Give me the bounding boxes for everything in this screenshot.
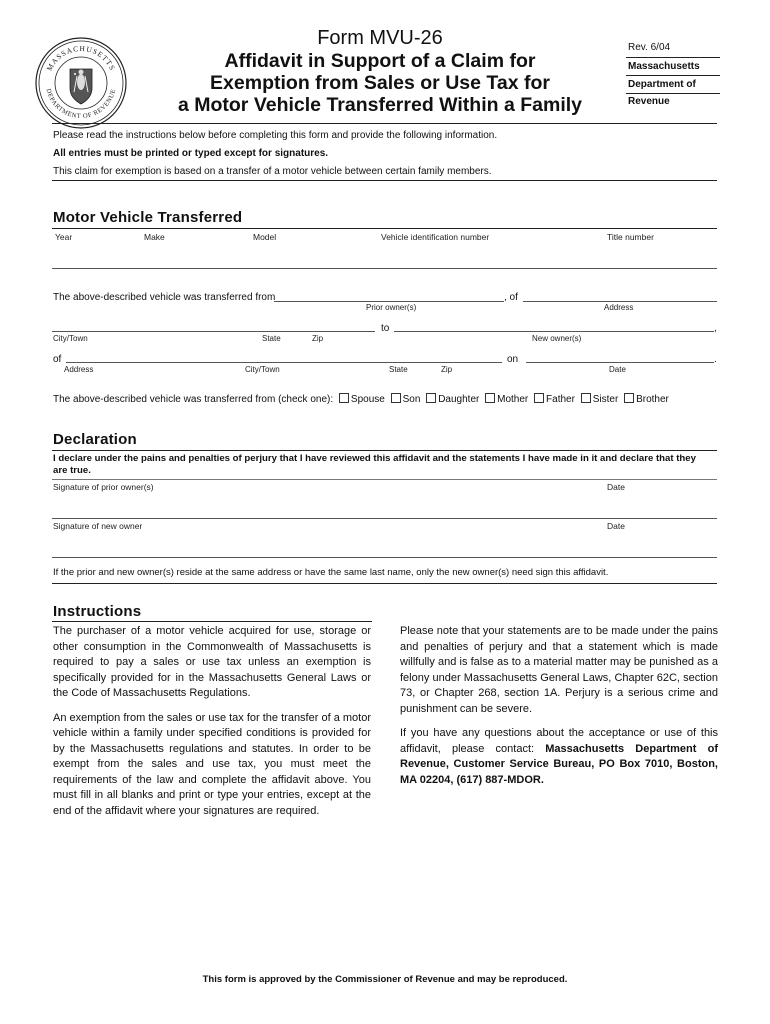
footer-approval: This form is approved by the Commissioner of Revenue and may be reproduced. <box>202 974 568 985</box>
relationship-row <box>53 393 669 405</box>
prior-owner-field[interactable] <box>274 301 504 302</box>
date-label: Date <box>609 365 626 374</box>
transferred-from-text: The above-described vehicle was transferred from <box>53 292 276 303</box>
title-line-3: a Motor Vehicle Transferred Within a Family <box>177 94 582 116</box>
instructions-right-column <box>400 624 718 788</box>
prior-city-field[interactable] <box>52 331 375 332</box>
dept-line-2: Department of <box>628 79 696 90</box>
instructions-left-p2: An exemption from the sales or use tax for the transfer of a motor vehicle within a family under specified conditions is provided for by the Massachusetts regulations and statutes. In order to be exempt from the sales and use tax, you must meet the requirements of the law and complete the affidavit above. You must fill in all blanks and print or type your entries, except at the end of the affidavit where your signatures are required. <box>53 711 371 817</box>
signature-note: If the prior and new owner(s) reside at the same address or have the same last name, only the new owner(s) need sign this affidavit. <box>53 567 609 578</box>
vehicle-details-field[interactable] <box>52 268 717 269</box>
son-checkbox[interactable] <box>391 393 401 403</box>
intro-line-2: All entries must be printed or typed except for signatures. <box>53 148 329 159</box>
year-label: Year <box>55 232 73 242</box>
state-label: State <box>262 334 281 343</box>
title-line-1: Affidavit in Support of a Claim for <box>224 50 536 72</box>
sister-checkbox[interactable] <box>581 393 591 403</box>
of-text: , of <box>504 292 518 303</box>
intro-line-1: Please read the instructions below before completing this form and provide the following information. <box>53 130 498 141</box>
relation-daughter[interactable]: Daughter <box>423 394 479 405</box>
title-line-2: Exemption from Sales or Use Tax for <box>210 72 550 94</box>
prior-owners-label: Prior owner(s) <box>366 303 417 312</box>
date2-label: Date <box>607 521 625 531</box>
relation-mother[interactable]: Mother <box>482 394 528 405</box>
form-title <box>130 50 630 116</box>
comma-text: , <box>714 323 717 334</box>
city-town2-label: City/Town <box>245 365 280 374</box>
daughter-checkbox[interactable] <box>426 393 436 403</box>
sig-new-label: Signature of new owner <box>53 521 143 531</box>
new-owners-label: New owner(s) <box>532 334 582 343</box>
instructions-right-p1: Please note that your statements are to be made under the pains and penalties of perjury and that a statement which is made willfully and is false as to a material matter may be punished as a felony under Massachusetts General Laws, Chapter 62C, section 73, or Chapter 268, section 1A. Perjury is a serious crime and punishment can be severe. <box>400 625 718 715</box>
city-town-label: City/Town <box>53 334 88 343</box>
new-owner-address-field[interactable] <box>66 362 502 363</box>
dept-line-1: Massachusetts <box>628 61 700 72</box>
form-id: Form MVU-26 <box>317 27 443 49</box>
state2-label: State <box>389 365 408 374</box>
contact-info: Massachusetts Department of Revenue, Customer Service Bureau, PO Box 7010, Boston, MA 02204, (617) 887-MDOR. <box>400 742 718 786</box>
instructions-left-p1: The purchaser of a motor vehicle acquired for use, storage or other consumption in the Commonwealth of Massachusetts is required to pay a sales or use tax unless an exemption is specifically provided for in the Massachusetts General Laws or the Code of Massachusetts Regulations. <box>53 625 371 699</box>
check-one-text: The above-described vehicle was transferred from (check one): <box>53 394 334 405</box>
on-text: on <box>507 354 519 365</box>
seal-text-top: MASSACHUSETTS <box>44 43 118 73</box>
mother-checkbox[interactable] <box>485 393 495 403</box>
address2-label: Address <box>64 365 94 374</box>
dor-seal <box>34 36 128 130</box>
address-label: Address <box>604 303 634 312</box>
declaration-statement: I declare under the pains and penalties of perjury that I have reviewed this affidavit and the statements I have made in it and declare that they are true. <box>53 453 696 476</box>
new-owner-signature-field[interactable] <box>52 557 717 558</box>
model-label: Model <box>253 232 277 242</box>
sig-prior-label: Signature of prior owner(s) <box>53 482 154 492</box>
brother-checkbox[interactable] <box>624 393 634 403</box>
of2-text: of <box>53 354 62 365</box>
svg-text:MASSACHUSETTS <box>45 44 118 72</box>
spouse-checkbox[interactable] <box>339 393 349 403</box>
relation-sister[interactable]: Sister <box>578 394 619 405</box>
make-label: Make <box>144 232 165 242</box>
instructions-right-p2: If you have any questions about the acceptance or use of this affidavit, please contact: Massachusetts Department of Revenue, Customer Service Bureau, PO Box 7010, Boston, MA 02204, (617) 887-MDOR. <box>400 727 718 786</box>
father-checkbox[interactable] <box>534 393 544 403</box>
declaration-title: Declaration <box>53 431 137 448</box>
date1-label: Date <box>607 482 625 492</box>
vehicle-section-title: Motor Vehicle Transferred <box>53 209 243 226</box>
dept-line-3: Revenue <box>628 96 670 107</box>
vin-label: Vehicle identification number <box>381 232 490 242</box>
relation-father[interactable]: Father <box>531 394 575 405</box>
seal-text-bottom: DEPARTMENT OF REVENUE <box>44 87 118 121</box>
title-number-label: Title number <box>607 232 654 242</box>
revision-label: Rev. 6/04 <box>628 42 671 53</box>
instructions-left-column <box>53 624 371 819</box>
instructions-title: Instructions <box>53 603 142 620</box>
intro-line-3: This claim for exemption is based on a transfer of a motor vehicle between certain family members. <box>53 166 492 177</box>
transfer-date-field[interactable] <box>526 362 714 363</box>
period-text: . <box>714 354 717 365</box>
relation-son[interactable]: Son <box>388 394 421 405</box>
zip-label: Zip <box>312 334 324 343</box>
prior-owner-address-field[interactable] <box>523 301 717 302</box>
relation-brother[interactable]: Brother <box>621 394 669 405</box>
zip2-label: Zip <box>441 365 453 374</box>
prior-owner-signature-field[interactable] <box>52 518 717 519</box>
relation-spouse[interactable]: Spouse <box>336 394 385 405</box>
new-owner-field[interactable] <box>394 331 714 332</box>
to-text: to <box>381 323 390 334</box>
